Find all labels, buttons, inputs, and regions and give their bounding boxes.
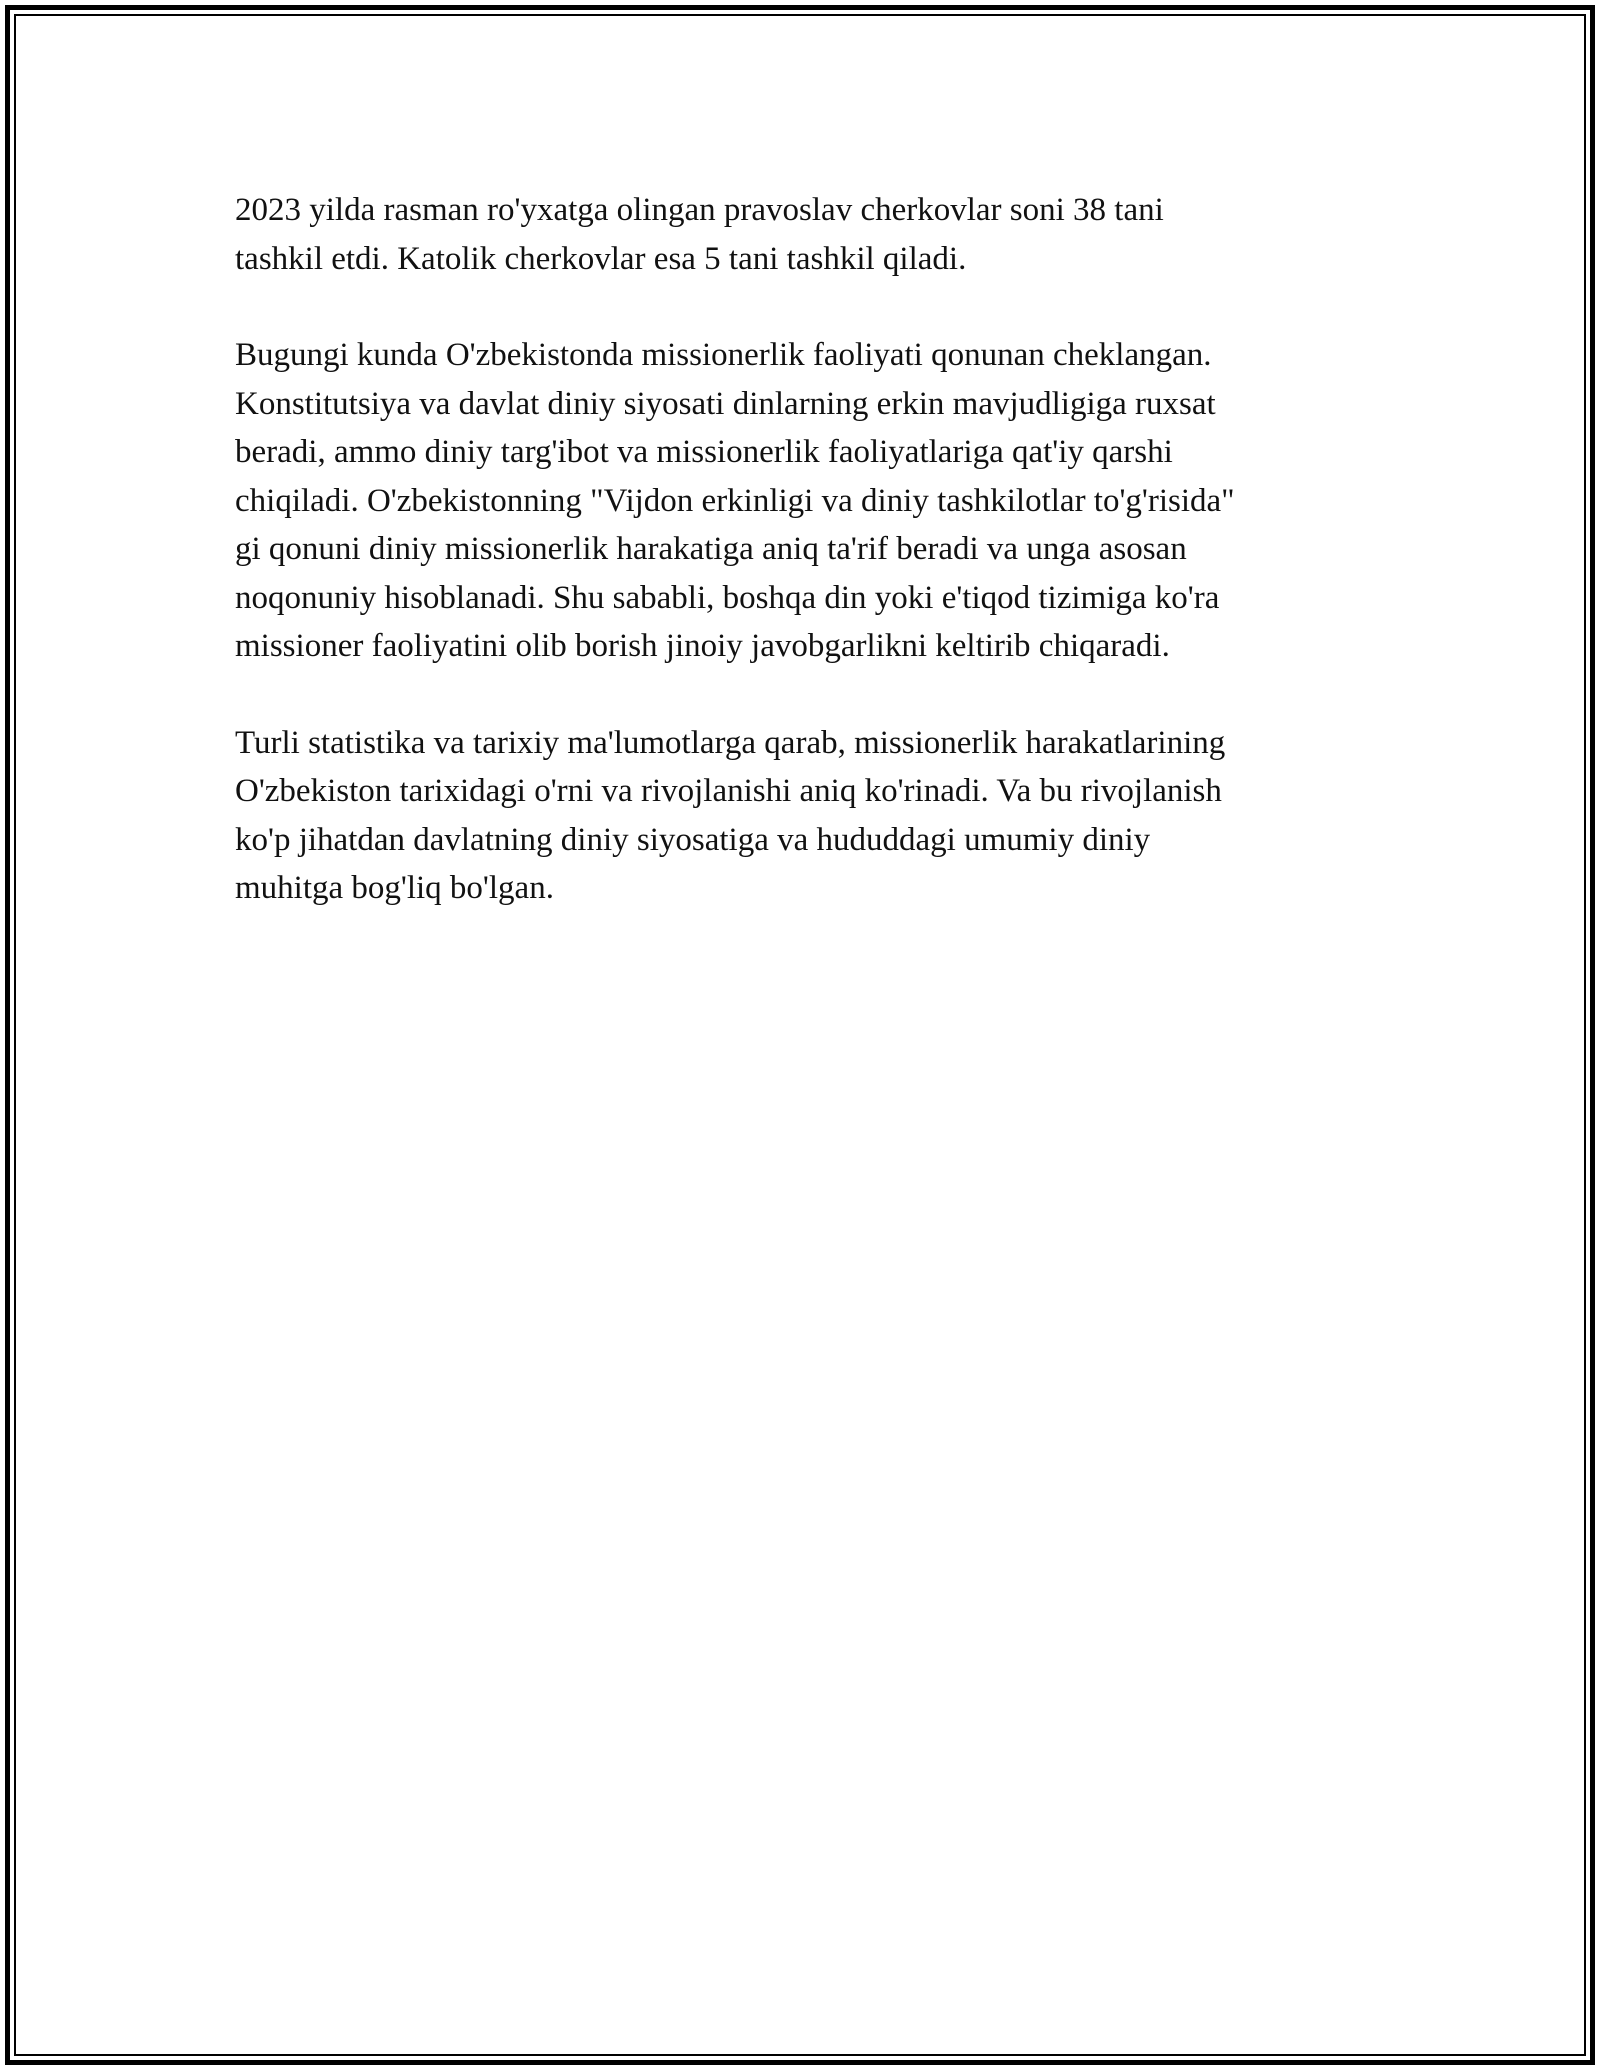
text-line: gi qonuni diniy missionerlik harakatiga aniq ta'rif beradi va unga asosan [235, 531, 1187, 567]
text-line: chiqiladi. O'zbekistonning "Vijdon erkinligi va diniy tashkilotlar to'g'risida" [235, 482, 1235, 519]
text-line: muhitga bog'liq bo'lgan. [235, 870, 554, 906]
paragraph-2 [235, 331, 1375, 671]
text-line: O'zbekiston tarixidagi o'rni va rivojlanishi aniq ko'rinadi. Va bu rivojlanish [235, 773, 1222, 809]
text-line: missioner faoliyatini olib borish jinoiy javobgarlikni keltirib chiqaradi. [235, 628, 1170, 664]
text-line: Konstitutsiya va davlat diniy siyosati dinlarning erkin mavjudligiga ruxsat [235, 385, 1216, 422]
document-body [235, 186, 1375, 961]
text-line: tashkil etdi. Katolik cherkovlar esa 5 tani tashkil qiladi. [235, 240, 967, 277]
paragraph-3 [235, 719, 1375, 913]
text-line: 2023 yilda rasman ro'yxatga olingan pravoslav cherkovlar soni 38 tani [235, 192, 1164, 228]
text-line: ko'p jihatdan davlatning diniy siyosatiga va hududdagi umumiy diniy [235, 821, 1151, 858]
paragraph-1 [235, 186, 1375, 283]
text-line: Turli statistika va tarixiy ma'lumotlarga qarab, missionerlik harakatlarining [235, 724, 1226, 761]
text-line: beradi, ammo diniy targ'ibot va missionerlik faoliyatlariga qat'iy qarshi [235, 434, 1173, 470]
text-line: Bugungi kunda O'zbekistonda missionerlik faoliyati qonunan cheklangan. [235, 337, 1212, 373]
text-line: noqonuniy hisoblanadi. Shu sababli, boshqa din yoki e'tiqod tizimiga ko'ra [235, 579, 1220, 616]
